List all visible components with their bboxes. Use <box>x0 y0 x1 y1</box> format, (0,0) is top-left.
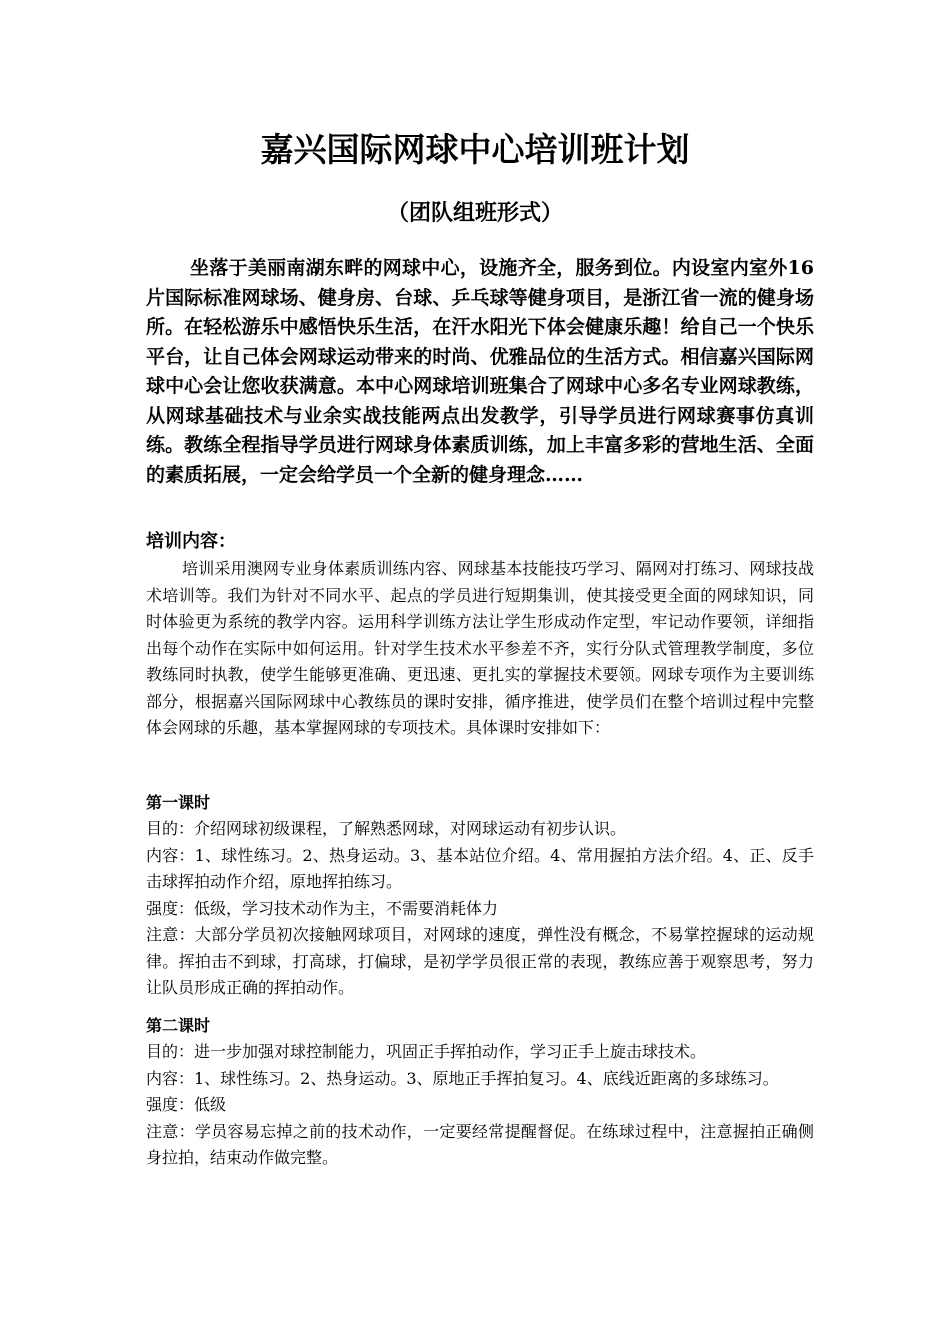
lesson-content: 内容：1、球性练习。2、热身运动。3、原地正手挥拍复习。4、底线近距离的多球练习。 <box>146 1068 779 1088</box>
lesson-title: 第一课时 <box>146 793 211 812</box>
lesson-intensity: 强度：低级，学习技术动作为主，不需要消耗体力 <box>146 898 499 918</box>
lesson-goal: 目的：进一步加强对球控制能力，巩固正手挥拍动作，学习正手上旋击球技术。 <box>146 1042 707 1061</box>
training-content-paragraph: 培训采用澳网专业身体素质训练内容、网球基本技能技巧学习、隔网对打练习、网球技战术培训等。我们为针对不同水平、起点的学员进行短期集训，使其接受更全面的网球知识，同时体验更为系统的教学内容。运用科学训练方法让学生形成动作定型，牢记动作要领，详细指出每个动作在实际中如何运用。针对学生技术水平参差不齐，实行分队式管理教学制度，多位教练同时执教，使学生能够更准确、更迅速、更扎实的掌握技术要领。网球专项作为主要训练部分，根据嘉兴国际网球中心教练员的课时安排，循序推进，使学员们在整个培训过程中完整体会网球的乐趣，基本掌握网球的专项技术。具体课时安排如下： <box>146 559 814 737</box>
lesson-note: 注意：大部分学员初次接触网球项目，对网球的速度，弹性没有概念，不易掌控握球的运动规律。挥拍击不到球，打高球，打偏球，是初学学员很正常的表现，教练应善于观察思考，努力让队员形成正确的挥拍动作。 <box>146 925 814 997</box>
document-title: 嘉兴国际网球中心培训班计划 <box>260 130 690 169</box>
training-content-heading: 培训内容： <box>146 531 236 552</box>
lesson-goal: 目的：介绍网球初级课程，了解熟悉网球，对网球运动有初步认识。 <box>146 819 627 838</box>
document-subtitle: （团队组班形式） <box>386 200 563 226</box>
intro-paragraph: 坐落于美丽南湖东畔的网球中心，设施齐全，服务到位。内设室内室外16片国际标准网球场、健身房、台球、乒乓球等健身项目，是浙江省一流的健身场所。在轻松游乐中感悟快乐生活，在汗水阳光下体会健康乐趣！给自己一个快乐平台，让自己体会网球运动带来的时尚、优雅品位的生活方式。相信嘉兴国际网球中心会让您收获满意。本中心网球培训班集合了网球中心多名专业网球教练，从网球基础技术与业余实战技能两点出发教学，引导学员进行网球赛事仿真训练。教练全程指导学员进行网球身体素质训练，加上丰富多彩的营地生活、全面的素质拓展，一定会给学员一个全新的健身理念…… <box>146 257 814 486</box>
lesson-block-2 <box>146 1013 814 1172</box>
lesson-title: 第二课时 <box>146 1016 211 1035</box>
lesson-note: 注意：学员容易忘掉之前的技术动作，一定要经常提醒督促。在练球过程中，注意握拍正确侧身拉拍，结束动作做完整。 <box>146 1121 814 1167</box>
lesson-intensity: 强度：低级 <box>146 1095 227 1114</box>
lesson-block-1 <box>146 790 814 1002</box>
lesson-content: 内容：1、球性练习。2、热身运动。3、基本站位介绍。4、常用握拍方法介绍。4、正、反手击球挥拍动作介绍，原地挥拍练习。 <box>146 845 814 891</box>
